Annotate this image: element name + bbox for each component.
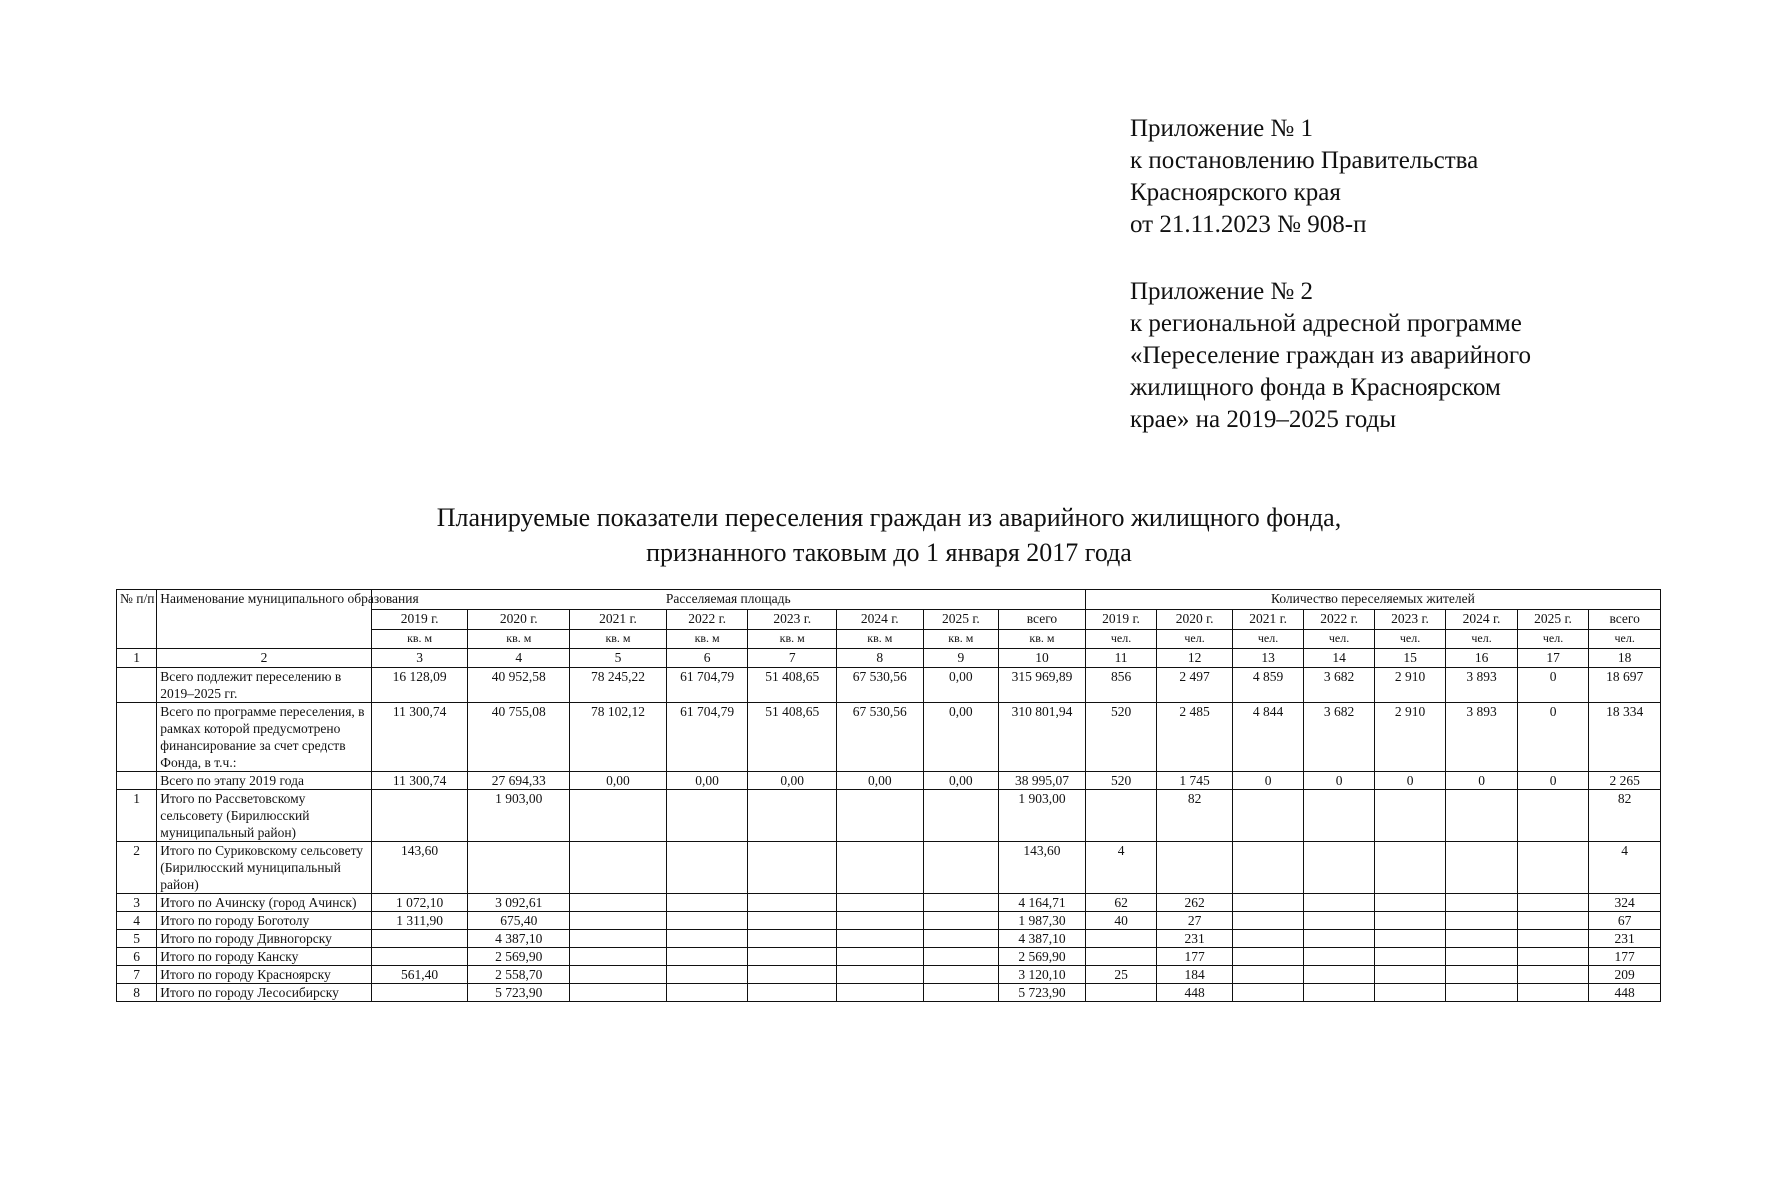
area-cell (837, 930, 924, 948)
area-cell (570, 790, 667, 842)
row-municipality-name: Итого по городу Лесосибирску (157, 984, 372, 1002)
header-unit: чел. (1374, 630, 1446, 649)
row-municipality-name: Итого по Суриковскому сельсовету (Бирилюсский муниципальный район) (157, 842, 372, 894)
people-cell: 4 (1085, 842, 1157, 894)
area-cell: 0,00 (837, 772, 924, 790)
area-cell: 1 311,90 (371, 912, 468, 930)
people-cell: 177 (1589, 948, 1661, 966)
people-cell: 2 910 (1374, 668, 1446, 703)
people-cell (1157, 842, 1233, 894)
people-cell (1374, 912, 1446, 930)
header-year: 2021 г. (570, 610, 667, 630)
header-year: 2024 г. (1446, 610, 1518, 630)
row-number (117, 668, 157, 703)
area-cell (666, 894, 748, 912)
column-number: 6 (666, 649, 748, 668)
header-unit: кв. м (748, 630, 837, 649)
header-unit: кв. м (923, 630, 999, 649)
people-cell (1304, 894, 1374, 912)
area-cell (923, 790, 999, 842)
appendix-line: от 21.11.2023 № 908-п (1130, 211, 1367, 238)
area-cell: 0,00 (923, 772, 999, 790)
table-row (117, 930, 1661, 948)
header-year: 2023 г. (748, 610, 837, 630)
row-municipality-name: Всего по программе переселения, в рамках которой предусмотрено финансирование за счет средств Фонда, в т.ч.: (157, 703, 372, 772)
document-title (0, 500, 1778, 570)
area-cell: 143,60 (999, 842, 1086, 894)
area-cell: 51 408,65 (748, 703, 837, 772)
header-unit: кв. м (570, 630, 667, 649)
people-cell (1304, 930, 1374, 948)
people-cell: 25 (1085, 966, 1157, 984)
header-year: 2021 г. (1232, 610, 1304, 630)
people-cell (1517, 790, 1589, 842)
people-cell (1085, 948, 1157, 966)
area-cell: 78 102,12 (570, 703, 667, 772)
area-cell (923, 912, 999, 930)
people-cell: 2 485 (1157, 703, 1233, 772)
area-cell (748, 842, 837, 894)
area-cell (923, 984, 999, 1002)
area-cell (371, 930, 468, 948)
area-cell (666, 842, 748, 894)
people-cell: 82 (1589, 790, 1661, 842)
appendix-1-block (1130, 113, 1478, 241)
area-cell (923, 948, 999, 966)
area-cell (923, 930, 999, 948)
table-row (117, 842, 1661, 894)
area-cell: 2 569,90 (468, 948, 570, 966)
header-unit: чел. (1517, 630, 1589, 649)
area-cell: 1 987,30 (999, 912, 1086, 930)
area-cell: 675,40 (468, 912, 570, 930)
area-cell: 0,00 (923, 668, 999, 703)
area-cell: 16 128,09 (371, 668, 468, 703)
header-year: 2022 г. (666, 610, 748, 630)
people-cell (1304, 948, 1374, 966)
appendix-line: к постановлению Правительства (1130, 147, 1479, 174)
area-cell (748, 984, 837, 1002)
people-cell: 209 (1589, 966, 1661, 984)
people-cell: 0 (1517, 668, 1589, 703)
area-cell (748, 930, 837, 948)
people-cell: 177 (1157, 948, 1233, 966)
table-row (117, 948, 1661, 966)
header-unit: чел. (1589, 630, 1661, 649)
table-row (117, 668, 1661, 703)
area-cell: 5 723,90 (468, 984, 570, 1002)
area-cell: 0,00 (666, 772, 748, 790)
area-cell (748, 894, 837, 912)
column-number: 15 (1374, 649, 1446, 668)
area-cell (570, 912, 667, 930)
row-number: 7 (117, 966, 157, 984)
resettlement-table (116, 589, 1661, 1002)
people-cell: 18 334 (1589, 703, 1661, 772)
area-cell (837, 894, 924, 912)
row-municipality-name: Итого по городу Красноярску (157, 966, 372, 984)
people-cell (1517, 894, 1589, 912)
area-cell (923, 894, 999, 912)
people-cell: 2 497 (1157, 668, 1233, 703)
people-cell (1304, 966, 1374, 984)
appendix-line: «Переселение граждан из аварийного (1130, 342, 1532, 369)
header-unit: кв. м (371, 630, 468, 649)
area-cell: 0,00 (570, 772, 667, 790)
people-cell (1374, 842, 1446, 894)
people-cell (1232, 966, 1304, 984)
column-number: 14 (1304, 649, 1374, 668)
area-cell: 38 995,07 (999, 772, 1086, 790)
area-cell (748, 790, 837, 842)
header-unit: кв. м (999, 630, 1086, 649)
area-cell (666, 948, 748, 966)
people-cell (1446, 930, 1518, 948)
header-year: 2020 г. (1157, 610, 1233, 630)
header-unit: чел. (1232, 630, 1304, 649)
header-year: 2024 г. (837, 610, 924, 630)
appendix-line: к региональной адресной программе (1130, 310, 1522, 337)
people-cell: 0 (1304, 772, 1374, 790)
people-cell (1232, 984, 1304, 1002)
area-cell (837, 842, 924, 894)
column-number: 8 (837, 649, 924, 668)
area-cell (837, 948, 924, 966)
people-cell: 82 (1157, 790, 1233, 842)
people-cell: 2 265 (1589, 772, 1661, 790)
area-cell: 51 408,65 (748, 668, 837, 703)
people-cell (1446, 912, 1518, 930)
appendix-line: жилищного фонда в Красноярском (1130, 374, 1501, 401)
area-cell (748, 912, 837, 930)
people-cell: 1 745 (1157, 772, 1233, 790)
header-unit: кв. м (666, 630, 748, 649)
area-cell (570, 842, 667, 894)
header-unit: чел. (1446, 630, 1518, 649)
area-cell (371, 948, 468, 966)
table-row (117, 966, 1661, 984)
column-number: 11 (1085, 649, 1157, 668)
people-cell (1232, 842, 1304, 894)
people-cell: 231 (1589, 930, 1661, 948)
row-number (117, 703, 157, 772)
area-cell: 1 903,00 (999, 790, 1086, 842)
people-cell: 324 (1589, 894, 1661, 912)
row-municipality-name: Всего подлежит переселению в 2019–2025 гг. (157, 668, 372, 703)
row-number: 6 (117, 948, 157, 966)
area-cell (570, 948, 667, 966)
people-cell (1304, 984, 1374, 1002)
people-cell: 520 (1085, 703, 1157, 772)
area-cell: 61 704,79 (666, 668, 748, 703)
appendix-2-block (1130, 276, 1531, 436)
people-cell: 0 (1517, 772, 1589, 790)
people-cell (1374, 966, 1446, 984)
people-cell: 3 682 (1304, 668, 1374, 703)
header-year: 2025 г. (1517, 610, 1589, 630)
area-cell: 1 903,00 (468, 790, 570, 842)
area-cell: 11 300,74 (371, 703, 468, 772)
header-year: всего (1589, 610, 1661, 630)
area-cell (837, 966, 924, 984)
people-cell (1446, 790, 1518, 842)
people-cell: 0 (1517, 703, 1589, 772)
area-cell (570, 894, 667, 912)
people-cell (1517, 912, 1589, 930)
area-cell: 0,00 (748, 772, 837, 790)
people-cell (1232, 948, 1304, 966)
row-number: 8 (117, 984, 157, 1002)
people-cell (1374, 984, 1446, 1002)
column-number: 13 (1232, 649, 1304, 668)
column-number: 10 (999, 649, 1086, 668)
people-cell (1085, 790, 1157, 842)
header-number: № п/п (117, 590, 157, 649)
header-year: 2023 г. (1374, 610, 1446, 630)
area-cell (837, 912, 924, 930)
area-cell (666, 930, 748, 948)
area-cell (748, 948, 837, 966)
people-cell (1517, 948, 1589, 966)
area-cell: 2 569,90 (999, 948, 1086, 966)
people-cell (1232, 912, 1304, 930)
header-group-area: Расселяемая площадь (371, 590, 1085, 610)
people-cell (1446, 966, 1518, 984)
people-cell (1446, 948, 1518, 966)
people-cell: 4 859 (1232, 668, 1304, 703)
people-cell: 27 (1157, 912, 1233, 930)
area-cell (570, 966, 667, 984)
area-cell (468, 842, 570, 894)
header-municipality: Наименование муниципального образования (157, 590, 372, 649)
people-cell (1517, 966, 1589, 984)
column-number: 1 (117, 649, 157, 668)
table-row (117, 772, 1661, 790)
area-cell: 561,40 (371, 966, 468, 984)
header-unit: чел. (1157, 630, 1233, 649)
appendix-line: Красноярского края (1130, 179, 1341, 206)
row-municipality-name: Всего по этапу 2019 года (157, 772, 372, 790)
area-cell (570, 930, 667, 948)
column-number: 3 (371, 649, 468, 668)
area-cell (371, 984, 468, 1002)
area-cell (666, 790, 748, 842)
row-municipality-name: Итого по Ачинску (город Ачинск) (157, 894, 372, 912)
column-number: 5 (570, 649, 667, 668)
area-cell: 4 387,10 (468, 930, 570, 948)
people-cell (1232, 790, 1304, 842)
people-cell: 856 (1085, 668, 1157, 703)
area-cell (923, 842, 999, 894)
header-unit: кв. м (468, 630, 570, 649)
area-cell (837, 790, 924, 842)
appendix-line: крае» на 2019–2025 годы (1130, 406, 1396, 433)
people-cell (1374, 948, 1446, 966)
header-unit: чел. (1304, 630, 1374, 649)
area-cell: 40 755,08 (468, 703, 570, 772)
table-row (117, 894, 1661, 912)
people-cell (1446, 842, 1518, 894)
people-cell: 448 (1589, 984, 1661, 1002)
people-cell: 18 697 (1589, 668, 1661, 703)
people-cell: 0 (1232, 772, 1304, 790)
people-cell (1232, 894, 1304, 912)
area-cell: 4 387,10 (999, 930, 1086, 948)
appendix-line: Приложение № 1 (1130, 115, 1314, 142)
people-cell (1232, 930, 1304, 948)
area-cell (923, 966, 999, 984)
area-cell (748, 966, 837, 984)
header-year: 2025 г. (923, 610, 999, 630)
area-cell (666, 966, 748, 984)
people-cell (1085, 984, 1157, 1002)
area-cell: 0,00 (923, 703, 999, 772)
people-cell: 0 (1374, 772, 1446, 790)
people-cell (1304, 912, 1374, 930)
area-cell: 1 072,10 (371, 894, 468, 912)
people-cell: 3 893 (1446, 703, 1518, 772)
column-number: 16 (1446, 649, 1518, 668)
row-number: 5 (117, 930, 157, 948)
people-cell: 4 844 (1232, 703, 1304, 772)
row-municipality-name: Итого по городу Боготолу (157, 912, 372, 930)
row-number: 4 (117, 912, 157, 930)
people-cell (1446, 984, 1518, 1002)
row-municipality-name: Итого по городу Дивногорску (157, 930, 372, 948)
people-cell: 4 (1589, 842, 1661, 894)
column-number: 12 (1157, 649, 1233, 668)
people-cell (1085, 930, 1157, 948)
people-cell (1517, 842, 1589, 894)
row-number (117, 772, 157, 790)
column-number: 9 (923, 649, 999, 668)
column-number: 17 (1517, 649, 1589, 668)
header-year: 2022 г. (1304, 610, 1374, 630)
area-cell: 3 120,10 (999, 966, 1086, 984)
area-cell (570, 984, 667, 1002)
area-cell: 67 530,56 (837, 668, 924, 703)
people-cell: 62 (1085, 894, 1157, 912)
people-cell (1517, 930, 1589, 948)
header-unit: кв. м (837, 630, 924, 649)
area-cell: 67 530,56 (837, 703, 924, 772)
people-cell: 448 (1157, 984, 1233, 1002)
area-cell: 3 092,61 (468, 894, 570, 912)
area-cell: 40 952,58 (468, 668, 570, 703)
area-cell (666, 912, 748, 930)
people-cell: 3 893 (1446, 668, 1518, 703)
row-number: 2 (117, 842, 157, 894)
people-cell: 0 (1446, 772, 1518, 790)
people-cell (1446, 894, 1518, 912)
people-cell: 231 (1157, 930, 1233, 948)
area-cell: 11 300,74 (371, 772, 468, 790)
header-group-people: Количество переселяемых жителей (1085, 590, 1660, 610)
column-number: 4 (468, 649, 570, 668)
area-cell (371, 790, 468, 842)
people-cell (1517, 984, 1589, 1002)
area-cell: 310 801,94 (999, 703, 1086, 772)
area-cell: 27 694,33 (468, 772, 570, 790)
area-cell: 61 704,79 (666, 703, 748, 772)
people-cell (1374, 790, 1446, 842)
people-cell (1374, 894, 1446, 912)
people-cell: 3 682 (1304, 703, 1374, 772)
people-cell (1304, 842, 1374, 894)
area-cell: 4 164,71 (999, 894, 1086, 912)
row-number: 1 (117, 790, 157, 842)
row-municipality-name: Итого по Рассветовскому сельсовету (Бирилюсский муниципальный район) (157, 790, 372, 842)
area-cell: 78 245,22 (570, 668, 667, 703)
title-line-2: признанного таковым до 1 января 2017 года (646, 538, 1132, 567)
header-year: 2019 г. (1085, 610, 1157, 630)
people-cell: 262 (1157, 894, 1233, 912)
header-year: всего (999, 610, 1086, 630)
column-number: 7 (748, 649, 837, 668)
area-cell: 2 558,70 (468, 966, 570, 984)
table-row (117, 703, 1661, 772)
table-row (117, 984, 1661, 1002)
row-number: 3 (117, 894, 157, 912)
people-cell: 520 (1085, 772, 1157, 790)
title-line-1: Планируемые показатели переселения граждан из аварийного жилищного фонда, (436, 503, 1342, 532)
people-cell: 184 (1157, 966, 1233, 984)
people-cell: 2 910 (1374, 703, 1446, 772)
people-cell (1304, 790, 1374, 842)
area-cell (666, 984, 748, 1002)
header-unit: чел. (1085, 630, 1157, 649)
people-cell (1374, 930, 1446, 948)
table-row (117, 790, 1661, 842)
header-year: 2020 г. (468, 610, 570, 630)
column-number: 18 (1589, 649, 1661, 668)
people-cell: 67 (1589, 912, 1661, 930)
area-cell: 315 969,89 (999, 668, 1086, 703)
people-cell: 40 (1085, 912, 1157, 930)
area-cell: 143,60 (371, 842, 468, 894)
table-row (117, 912, 1661, 930)
appendix-line: Приложение № 2 (1130, 278, 1314, 305)
area-cell (837, 984, 924, 1002)
header-year: 2019 г. (371, 610, 468, 630)
row-municipality-name: Итого по городу Канску (157, 948, 372, 966)
column-number: 2 (157, 649, 372, 668)
area-cell: 5 723,90 (999, 984, 1086, 1002)
